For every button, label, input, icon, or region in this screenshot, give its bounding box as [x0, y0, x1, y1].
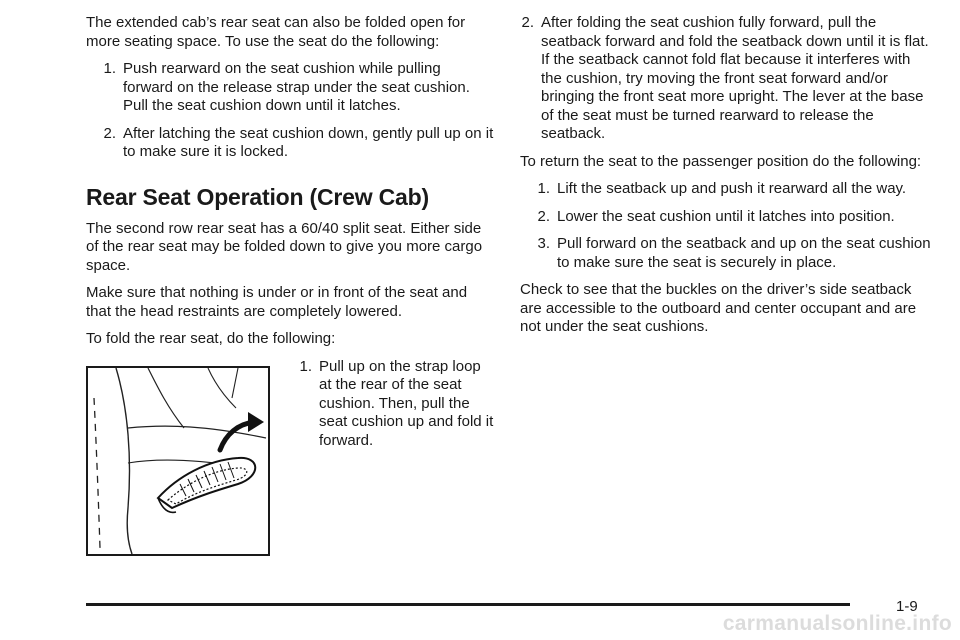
list-item: [520, 180, 932, 199]
step-number: 1.: [537, 180, 550, 197]
list-item: [86, 125, 494, 162]
figure-row: [86, 358, 494, 558]
step-text: Lift the seatback up and push it rearward all the way.: [557, 180, 907, 197]
list-item: [520, 208, 932, 227]
paragraph: The second row rear seat has a 60/40 split seat. Either side of the rear seat may be folded down to give you more cargo space.: [86, 219, 483, 274]
left-column: [86, 14, 494, 558]
watermark: carmanualsonline.info: [722, 612, 952, 635]
step-text: After latching the seat cushion down, gently pull up on it to make sure it is locked.: [123, 124, 494, 160]
figure-step: [282, 358, 496, 460]
seat-strap-drawing: [88, 368, 268, 554]
list-item: [86, 60, 494, 116]
step-text: After folding the seat cushion fully forward, pull the seatback forward and fold the seatback down until it is flat. If the seatback cannot fold flat because it interferes with the cushion, try moving the front seat forward and/or bringing the front seat more upright. The lever at the base of the seat must be turned rearward to release the seatback.: [541, 14, 929, 142]
list-item: [282, 358, 496, 451]
step-text: Push rearward on the seat cushion while pulling forward on the release strap under the seat cushion. Pull the seat cushion down until it latches.: [123, 60, 470, 114]
step-number: 2.: [537, 207, 550, 225]
paragraph: To fold the rear seat, do the following:: [86, 330, 336, 347]
paragraph: Check to see that the buckles on the driver’s side seatback are accessible to the outboard and center occupant and are not under the seat cushions.: [520, 281, 917, 335]
step-number: 2.: [521, 14, 534, 31]
paragraph: Make sure that nothing is under or in front of the seat and that the head restraints are completely lowered.: [86, 284, 468, 320]
footer-rule: [86, 603, 850, 606]
step-number: 1.: [103, 60, 116, 77]
step-text: Lower the seat cushion until it latches into position.: [557, 207, 895, 225]
step-number: 3.: [537, 235, 550, 252]
section-heading: Rear Seat Operation (Crew Cab): [86, 183, 429, 210]
list-item: [520, 235, 932, 272]
step-text: Pull up on the strap loop at the rear of the seat cushion. Then, pull the seat cushion up and fold it forward.: [319, 357, 494, 449]
page-number: 1-9: [896, 598, 918, 615]
step-number: 2.: [103, 124, 116, 142]
paragraph: To return the seat to the passenger position do the following:: [520, 152, 922, 170]
right-column: [520, 14, 932, 346]
intro-paragraph: The extended cab’s rear seat can also be folded open for more seating space. To use the seat do the following:: [86, 14, 466, 50]
list-item: [504, 14, 932, 144]
seat-strap-illustration: [86, 366, 270, 556]
step-number: 1.: [299, 357, 312, 375]
step-text: Pull forward on the seatback and up on the seat cushion to make sure the seat is securely in place.: [557, 235, 931, 271]
